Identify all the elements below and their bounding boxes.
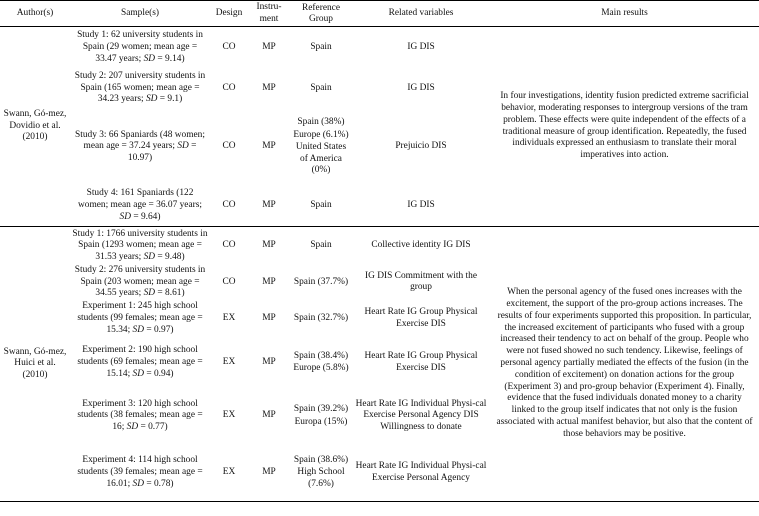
sample-cell — [70, 338, 210, 388]
sd-label: SD — [143, 288, 156, 299]
header-reference-group: Reference Group — [290, 1, 352, 27]
sd-label: SD — [143, 251, 156, 262]
sample-cell — [70, 69, 210, 109]
instrument-cell: MP — [262, 410, 276, 421]
design-cell: EX — [222, 312, 236, 323]
sd-label: SD — [143, 53, 156, 64]
related-variables-cell: Heart Rate IG Group Physical Exercise DIS — [364, 307, 478, 329]
header-sample: Sample(s) — [70, 1, 210, 27]
sd-label: SD — [132, 478, 144, 489]
instrument-cell: MP — [262, 356, 276, 367]
sd-value: = 0.78) — [144, 478, 174, 489]
sample-cell — [70, 27, 210, 69]
design-cell: EX — [222, 356, 236, 367]
reference-group-item: Spain — [310, 240, 332, 251]
header-main-results: Main results — [490, 1, 759, 27]
design-cell: CO — [222, 276, 236, 287]
reference-group-item: Spain (38.6%) — [293, 454, 349, 465]
table-row — [0, 227, 759, 265]
related-variables-cell: Prejuicio DIS — [395, 141, 447, 152]
instrument-cell: MP — [262, 312, 276, 323]
sample-cell — [70, 300, 210, 338]
sd-label: SD — [132, 324, 144, 335]
reference-group-item: Spain (39.2%) — [293, 404, 349, 415]
sample-text: Study 3: 66 Spaniards (48 women; mean age = 37.24 years; — [75, 129, 205, 152]
sd-value: = 9.48) — [155, 251, 185, 262]
sd-value: = 9.14) — [155, 53, 185, 64]
reference-group-cell — [290, 445, 352, 501]
instrument-cell: MP — [262, 276, 276, 287]
reference-group-item: Spain — [310, 82, 332, 93]
bottom-line — [0, 501, 759, 502]
sample-cell — [70, 227, 210, 265]
sample-cell — [70, 445, 210, 501]
header-instrument: Instru- ment — [248, 1, 290, 27]
related-variables-cell: IG DIS — [407, 82, 435, 93]
sd-value: = 9.64) — [130, 211, 161, 222]
reference-group-item: High School (7.6%) — [297, 467, 345, 490]
sample-text: Study 1: 1766 university students in Spain (1293 women; mean age = 31.53 years; — [72, 228, 208, 262]
reference-group-item: Spain — [310, 41, 332, 52]
header-row — [0, 1, 759, 27]
related-variables-cell: Heart Rate IG Individual Physi-cal Exercise Personal Agency — [355, 461, 487, 483]
author-cell: Swann, Gó-mez, Dovidio et al. (2010) — [3, 109, 67, 143]
reference-group-cell — [290, 388, 352, 445]
main-results-cell: When the personal agency of the fused ones increases with the excitement, the support of the pro-group actions increases. The results of four experiments supported this proposition. In particular, the increased excitement of participants who fused with a group increased their tendency to act on behalf of the group. People who were not fused showed no such tendency. Likewise, feelings of personal agency partially mediated the effects of the fusion (in the condition of excitement) on donation actions for the group (Experiment 3) and pro-group behavior (Experiment 4). Finally, evidence that the fused individuals donated money to a charity linked to the group itself indicates that not only is the fusion associated with actual manifest behavior, but also that the content of those behaviors may be positive. — [496, 287, 753, 439]
table-row — [0, 27, 759, 69]
reference-group-item: Spain — [310, 199, 332, 210]
reference-group-cell — [290, 300, 352, 338]
related-variables-cell: IG DIS — [407, 41, 435, 52]
reference-group-item: Spain (38%) — [297, 117, 345, 128]
instrument-cell: MP — [262, 199, 276, 210]
design-cell: CO — [222, 240, 236, 251]
header-related-variables: Related variables — [352, 1, 490, 27]
sample-text: Study 4: 161 Spaniards (122 women; mean age = 36.07 years; — [78, 188, 202, 210]
reference-group-item: United States of America (0%) — [295, 142, 347, 176]
reference-group-cell — [290, 109, 352, 186]
related-variables-cell: Collective identity IG DIS — [371, 240, 471, 251]
reference-group-item: Spain (38.4%) — [293, 350, 349, 361]
sample-text: Experiment 2: 190 high school students (69 females; mean age = 15.14; — [77, 345, 203, 379]
sample-cell — [70, 388, 210, 445]
design-cell: EX — [222, 410, 236, 421]
sd-value: = 9.1) — [157, 94, 183, 105]
sample-cell — [70, 186, 210, 227]
instrument-cell: MP — [262, 240, 276, 251]
sd-label: SD — [132, 368, 144, 379]
sample-cell — [70, 265, 210, 300]
design-cell: CO — [222, 82, 236, 93]
reference-group-cell — [290, 186, 352, 227]
author-cell: Swann, Gó-mez, Huici et al. (2010) — [3, 346, 67, 380]
design-cell: EX — [222, 466, 236, 477]
instrument-cell: MP — [262, 82, 276, 93]
related-variables-cell: IG DIS — [407, 199, 435, 210]
related-variables-cell: IG DIS Commitment with the group — [365, 270, 477, 293]
sample-text: Experiment 1: 245 high school students (99 females; mean age = 15.34; — [77, 301, 203, 335]
reference-group-cell — [290, 27, 352, 69]
main-results-cell: In four investigations, identity fusion predicted extreme sacrificial behavior, moderating responses to intergroup versions of the tram problem. These effects were quite independent of the effects of a traditional measure of group identification. Repeatedly, the fused individuals expressed an enthusiasm to translate their moral imperatives into action. — [500, 91, 749, 161]
header-design: Design — [210, 1, 248, 27]
reference-group-item: Europe (5.8%) — [293, 363, 349, 374]
instrument-cell: MP — [262, 466, 276, 477]
sd-label: SD — [126, 422, 139, 433]
sample-text: Experiment 4: 114 high school students (39 females; mean age = 16.01; — [77, 455, 203, 489]
table-body — [0, 27, 759, 502]
instrument-cell: MP — [262, 141, 276, 152]
reference-group-item: Europe (6.1%) — [293, 129, 349, 140]
sample-text: Experiment 3: 120 high school students (38 females; mean age = 16; — [77, 398, 203, 433]
sd-value: = 0.77) — [138, 422, 168, 433]
design-cell: CO — [222, 141, 236, 152]
reference-group-item: Europa (15%) — [294, 416, 348, 427]
sd-value: = 0.97) — [144, 324, 174, 335]
related-variables-cell: Heart Rate IG Individual Physi-cal Exercise Personal Agency DIS Willingness to donate — [355, 398, 487, 433]
related-variables-cell: Heart Rate IG Group Physical Exercise DIS — [364, 351, 478, 373]
reference-group-cell — [290, 227, 352, 265]
table-bottom-rule — [0, 501, 759, 502]
reference-group-cell — [290, 338, 352, 388]
design-cell: CO — [222, 199, 236, 210]
reference-group-cell — [290, 69, 352, 109]
reference-group-item: Spain (32.7%) — [293, 312, 349, 323]
sample-text: Study 1: 62 university students in Spain (29 women; mean age = 33.47 years; — [77, 30, 203, 64]
sample-text: Study 2: 276 university students in Spain (203 women; mean age = 34.55 years; — [74, 265, 206, 299]
sd-label: SD — [177, 141, 189, 152]
reference-group-cell — [290, 265, 352, 300]
reference-group-item: Spain (37.7%) — [293, 276, 349, 287]
sd-value: = 10.97) — [127, 141, 197, 163]
instrument-cell: MP — [262, 41, 276, 52]
sd-value: = 8.61) — [155, 288, 185, 299]
sd-label: SD — [145, 94, 158, 105]
sample-cell — [70, 109, 210, 186]
sd-value: = 0.94) — [144, 368, 174, 379]
sd-label: SD — [119, 211, 131, 222]
design-cell: CO — [222, 41, 236, 52]
header-author: Author(s) — [0, 1, 70, 27]
sample-text: Study 2: 207 university students in Spain (165 women; mean age = 34.23 years; — [74, 71, 206, 105]
